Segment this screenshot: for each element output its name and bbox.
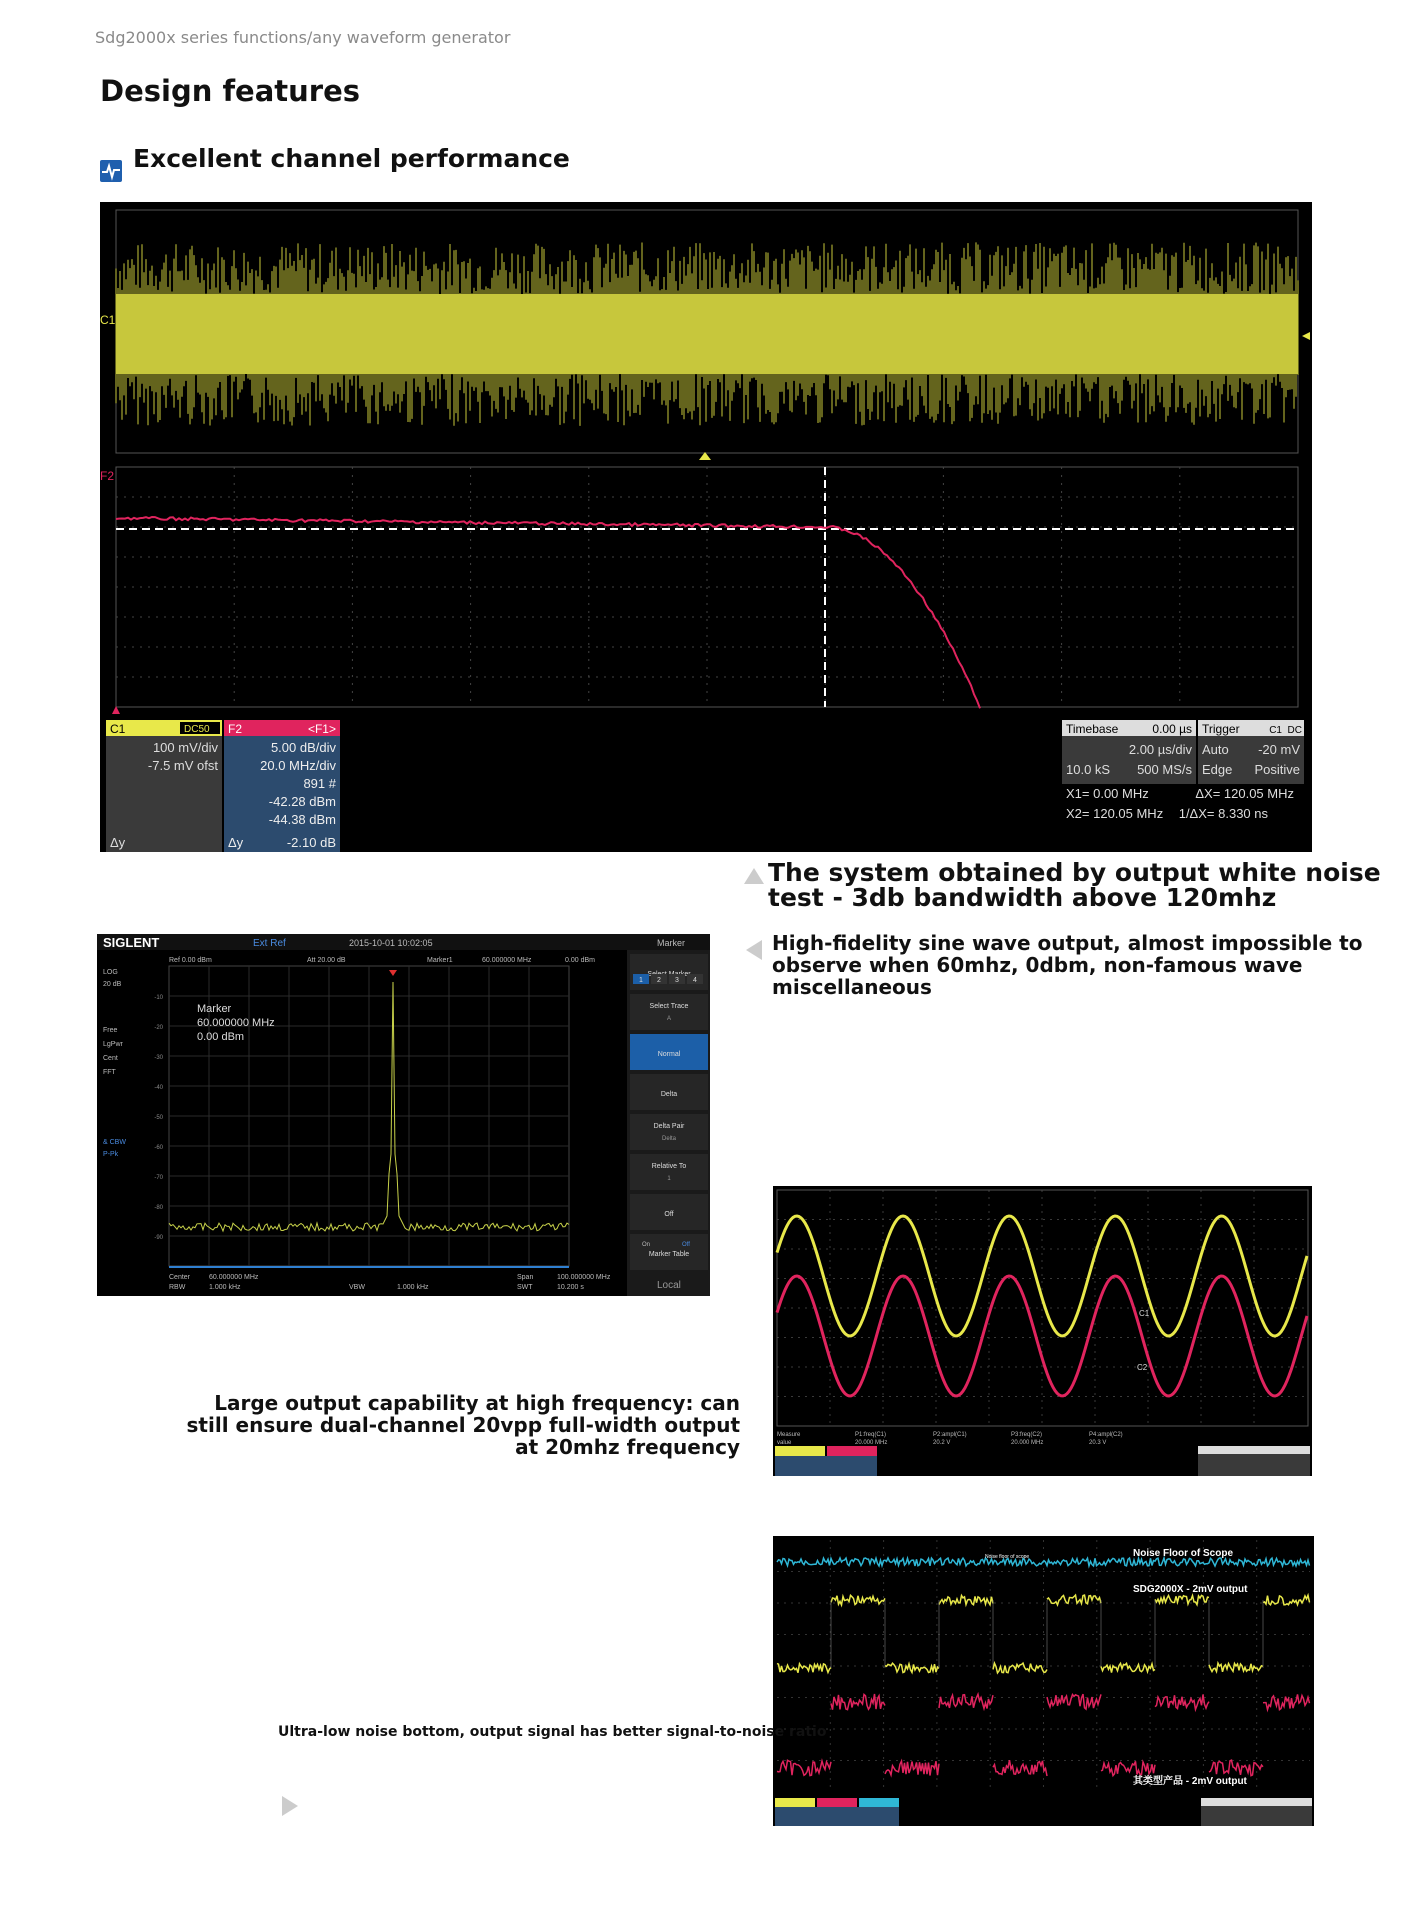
sine-measure-header: P2:ampl(C1) [933,1432,967,1438]
marker-number: 2 [657,977,661,984]
analyzer-side-item: & CBW [103,1139,126,1146]
timebase-rate: 500 MS/s [1137,762,1192,777]
sdg-low-trace [993,1663,1047,1673]
other-low-trace [1209,1760,1263,1776]
sine-measure-header: P3:freq(C2) [1011,1432,1043,1438]
analyzer-y-tick: -50 [154,1115,163,1121]
f2-fdiv: 20.0 MHz/div [260,758,336,773]
analyzer-side-item: FFT [103,1069,116,1076]
analyzer-side-item: P-Pk [103,1151,119,1158]
marker-number: 1 [639,977,643,984]
timebase-delay: 0.00 µs [1152,722,1192,736]
f2-source: <F1> [307,722,336,736]
noise-label-top: Noise Floor of Scope [1133,1548,1234,1559]
sdg-high-trace [1263,1595,1310,1605]
analyzer-menu-label: Normal [657,1051,681,1058]
low-noise-caption: Ultra-low noise bottom, output signal has better signal-to-noise ratio [278,1724,827,1740]
sdg-high-trace [831,1595,885,1605]
sdg-low-trace [777,1664,831,1673]
c1-offset: -7.5 mV ofst [147,758,218,773]
analyzer-menu-button [630,1154,708,1190]
analyzer-side-item: LgPwr [103,1041,123,1048]
bottom-rbw: 1.000 kHz [209,1284,241,1291]
caption-arrow-left-icon [746,940,762,960]
analyzer-brand: SIGLENT [103,935,160,950]
white-noise-scope-screenshot [100,202,1312,852]
analyzer-scale-mode: LOG [103,969,118,976]
timebase-label: Timebase [1066,722,1119,736]
bottom-vbw: 1.000 kHz [397,1284,429,1291]
bottom-vbw-label: VBW [349,1284,365,1291]
analyzer-y-tick: -40 [154,1085,163,1091]
analyzer-menu-label: Relative To [651,1163,687,1170]
analyzer-y-tick: -60 [154,1145,163,1151]
analyzer-ref: Ref 0.00 dBm [169,957,212,964]
f2-m1: -42.28 dBm [268,794,336,809]
analyzer-side-item: Cent [103,1055,118,1062]
analyzer-menu-sub: 1 [667,1176,671,1182]
sine-measure-value: 20.3 V [1089,1440,1107,1446]
series-title: Sdg2000x series functions/any waveform generator [95,28,511,47]
analyzer-datetime: 2015-10-01 10:02:05 [349,938,433,948]
analyzer-side-item: Free [103,1027,118,1034]
analyzer-menu-sub: A [666,1016,672,1022]
noise-floor-scope-screenshot [773,1536,1314,1826]
analyzer-menu-label: Delta Pair [653,1123,685,1130]
analyzer-scale-div: 20 dB [103,981,122,988]
f2-scale: 5.00 dB/div [270,740,336,755]
bottom-swt: 10.200 s [557,1284,584,1291]
spectrum-analyzer-screenshot [97,934,710,1296]
analyzer-menu-button [630,1114,708,1150]
trigger-cpl: DC [1287,725,1302,736]
c1-coupling: DC50 [184,724,210,735]
c1-label: C1 [110,722,126,736]
sine-fidelity-caption: High-fidelity sine wave output, almost impossible to observe when 60mhz, 0dbm, non-famous wave miscellaneous [772,931,1363,999]
analyzer-y-tick: -70 [154,1175,163,1181]
sine-measure-value: 20.000 MHz [1011,1440,1044,1446]
c1-vdiv: 100 mV/div [152,740,218,755]
white-noise-scope-plot [100,202,1312,852]
waveform-icon [100,160,122,182]
marker-box-title: Marker [197,1003,232,1015]
other-low-trace [993,1760,1047,1776]
white-noise-caption: The system obtained by output white noise test - 3db bandwidth above 120mhz [768,858,1381,912]
analyzer-att: Att 20.00 dB [307,957,346,964]
c1-dy-label: Δy [110,835,126,850]
f2-dy: -2.10 dB [286,835,336,850]
sine-measure-value: value [777,1440,792,1446]
analyzer-menu-label: Delta [660,1091,678,1098]
bottom-swt-label: SWT [517,1284,533,1291]
large-output-caption: Large output capability at high frequency: can still ensure dual-channel 20vpp full-width output at 20mhz frequency [186,1391,740,1459]
cursor-inv-dx: 1/ΔX= 8.330 ns [1178,806,1268,821]
sine-measure-header: Measure [777,1432,801,1438]
sdg-low-trace [885,1663,939,1672]
trigger-label: Trigger [1202,722,1240,736]
other-low-trace [885,1761,939,1775]
timebase-tdiv: 2.00 µs/div [1128,742,1192,757]
noise-label-bottom: 其类型产品 - 2mV output [1133,1776,1247,1787]
marker-table-off: Off [682,1242,690,1248]
f2-label: F2 [228,722,243,736]
marker-number: 4 [693,977,697,984]
sine-measure-value: 20.000 MHz [855,1440,888,1446]
sine-label-c1: C1 [1139,1309,1150,1318]
trigger-src: C1 [1269,725,1282,736]
analyzer-menu-sub: Delta [661,1136,677,1142]
cursor-x2: X2= 120.05 MHz [1066,806,1164,821]
other-high-trace [831,1694,885,1710]
analyzer-y-tick: -90 [154,1235,163,1241]
cursor-dx: ΔX= 120.05 MHz [1195,786,1294,801]
bottom-span: 100.000000 MHz [557,1274,611,1281]
analyzer-y-tick: -80 [154,1205,163,1211]
analyzer-y-tick: -20 [154,1025,163,1031]
sdg-low-trace [1101,1663,1155,1672]
cursor-x1: X1= 0.00 MHz [1066,786,1149,801]
other-high-trace [1263,1694,1310,1709]
dual-sine-scope-plot [773,1186,1312,1476]
other-low-trace [777,1760,831,1775]
other-low-trace [1101,1761,1155,1775]
spectrum-analyzer-plot [97,934,710,1296]
other-high-trace [1155,1695,1209,1710]
analyzer-local: Local [657,1280,681,1291]
trigger-level: -20 mV [1258,742,1300,757]
sine-measure-header: P4:ampl(C2) [1089,1432,1123,1438]
analyzer-y-tick: -30 [154,1055,163,1061]
noise-floor-scope-plot [773,1536,1314,1826]
caption-arrow-up-icon [744,868,764,884]
trigger-type: Edge [1202,762,1233,777]
design-features-heading: Design features [100,74,361,108]
analyzer-ext-ref: Ext Ref [253,938,286,949]
analyzer-marker-freq-top: 60.000000 MHz [482,957,532,964]
noise-small-label: Noise floor of scope [985,1554,1030,1560]
f2-m2: -44.38 dBm [268,812,336,827]
dual-sine-scope-screenshot [773,1186,1312,1476]
analyzer-menu-title: Marker [657,938,686,948]
sine-label-c2: C2 [1137,1363,1148,1372]
bottom-rbw-label: RBW [169,1284,186,1291]
channel-performance-heading: Excellent channel performance [133,144,570,173]
timebase-samples: 10.0 kS [1066,762,1111,777]
f2-count: 891 # [303,776,336,791]
analyzer-menu-label: Select Trace [649,1003,689,1010]
marker-table-on: On [642,1242,651,1248]
f2-dy-label: Δy [228,835,244,850]
marker-box-freq: 60.000000 MHz [197,1017,275,1029]
marker-number: 3 [675,977,679,984]
other-high-trace [1047,1694,1101,1709]
analyzer-marker-amp-top: 0.00 dBm [565,957,595,964]
analyzer-menu-label: Off [664,1211,674,1218]
marker-box-amp: 0.00 dBm [197,1031,245,1043]
sine-measure-header: P1:freq(C1) [855,1432,887,1438]
analyzer-menu-button [630,994,708,1030]
sine-measure-value: 20.2 V [933,1440,951,1446]
trigger-mode: Auto [1202,742,1229,757]
noise-label-mid: SDG2000X - 2mV output [1133,1584,1248,1595]
trigger-slope: Positive [1254,762,1300,777]
bottom-span-label: Span [517,1274,534,1281]
caption-arrow-right-icon [282,1796,298,1816]
sdg-low-trace [1209,1663,1263,1672]
c1-marker: C1 [100,313,116,327]
bottom-center: 60.000000 MHz [209,1274,259,1281]
other-high-trace [939,1694,993,1708]
bottom-center-label: Center [169,1274,191,1281]
scope-noise-floor-trace [777,1558,1310,1566]
sdg-high-trace [939,1596,993,1605]
analyzer-menu-label: Marker Table [648,1251,690,1258]
f2-marker: F2 [100,469,115,483]
noise-band-core [116,294,1298,374]
analyzer-marker-label: Marker1 [427,957,453,964]
analyzer-y-tick: -10 [154,995,163,1001]
